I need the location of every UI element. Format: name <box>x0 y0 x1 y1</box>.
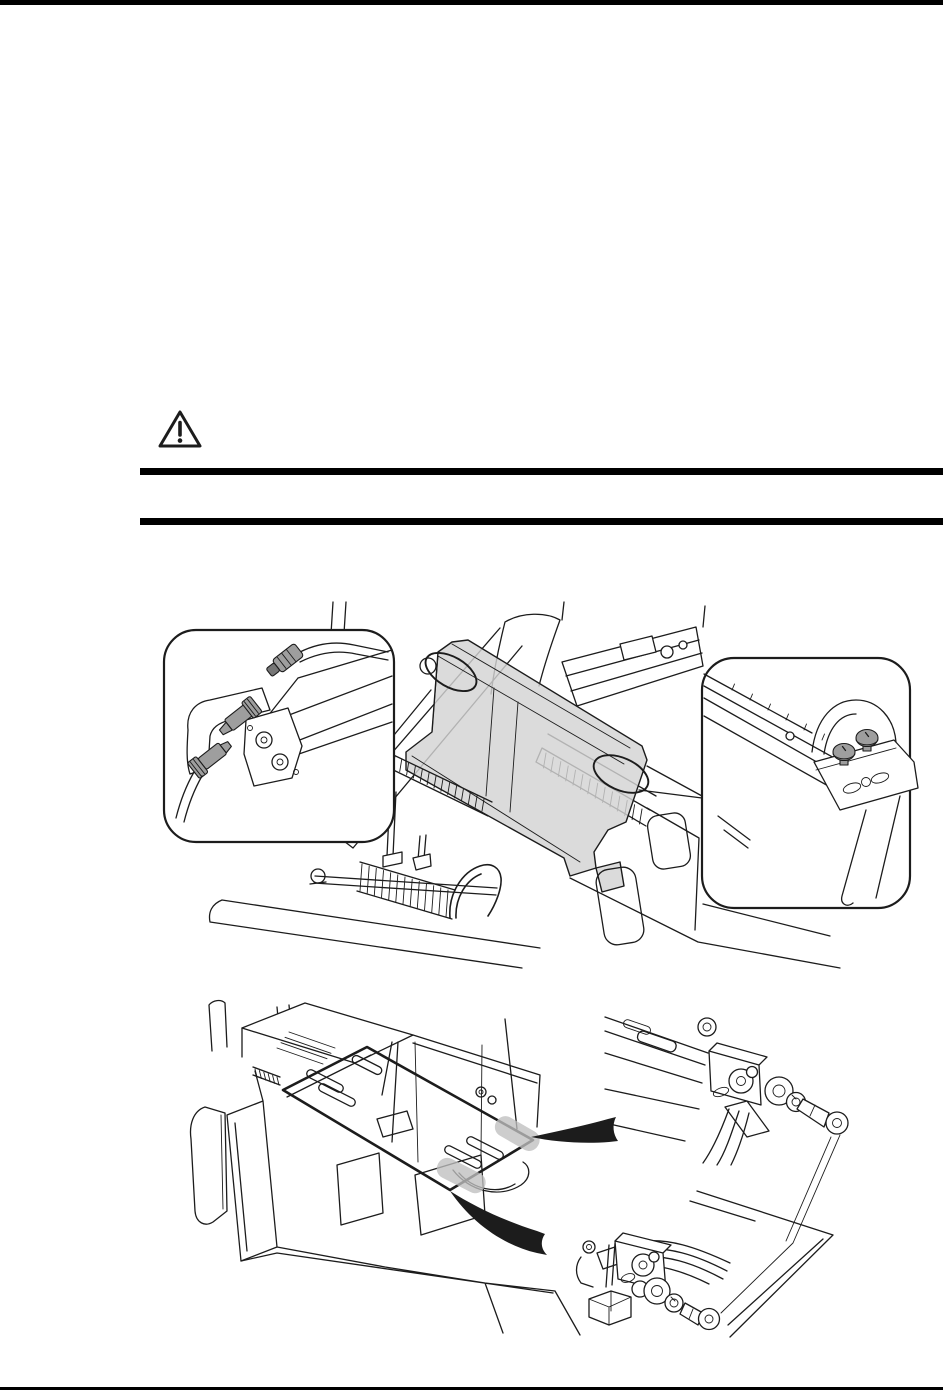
socket-head-screw-icon <box>797 1099 848 1134</box>
shaded-cover-panel <box>406 640 647 892</box>
right-callout-thumbscrew-bracket <box>702 658 918 908</box>
machine-left-end-drawing <box>191 1001 580 1335</box>
upper-black-arrow <box>531 1117 618 1143</box>
socket-head-screw-icon <box>680 1303 720 1330</box>
figure-cover-installation-overview <box>150 600 942 972</box>
rubber-foot <box>589 1291 631 1325</box>
caution-rule-top <box>140 468 943 475</box>
left-callout-tube-connectors <box>164 630 394 842</box>
page-footer-rule <box>0 1387 943 1390</box>
figure-top-plate-installation <box>185 995 935 1340</box>
spring-washer-icon <box>665 1294 683 1312</box>
lower-black-arrow <box>450 1191 547 1255</box>
caution-rule-bottom <box>140 518 943 525</box>
lower-fixing-detail <box>577 1191 834 1337</box>
warning-triangle-icon <box>157 409 203 449</box>
page-top-band <box>0 0 943 5</box>
slotted-top-plate <box>283 1047 533 1190</box>
